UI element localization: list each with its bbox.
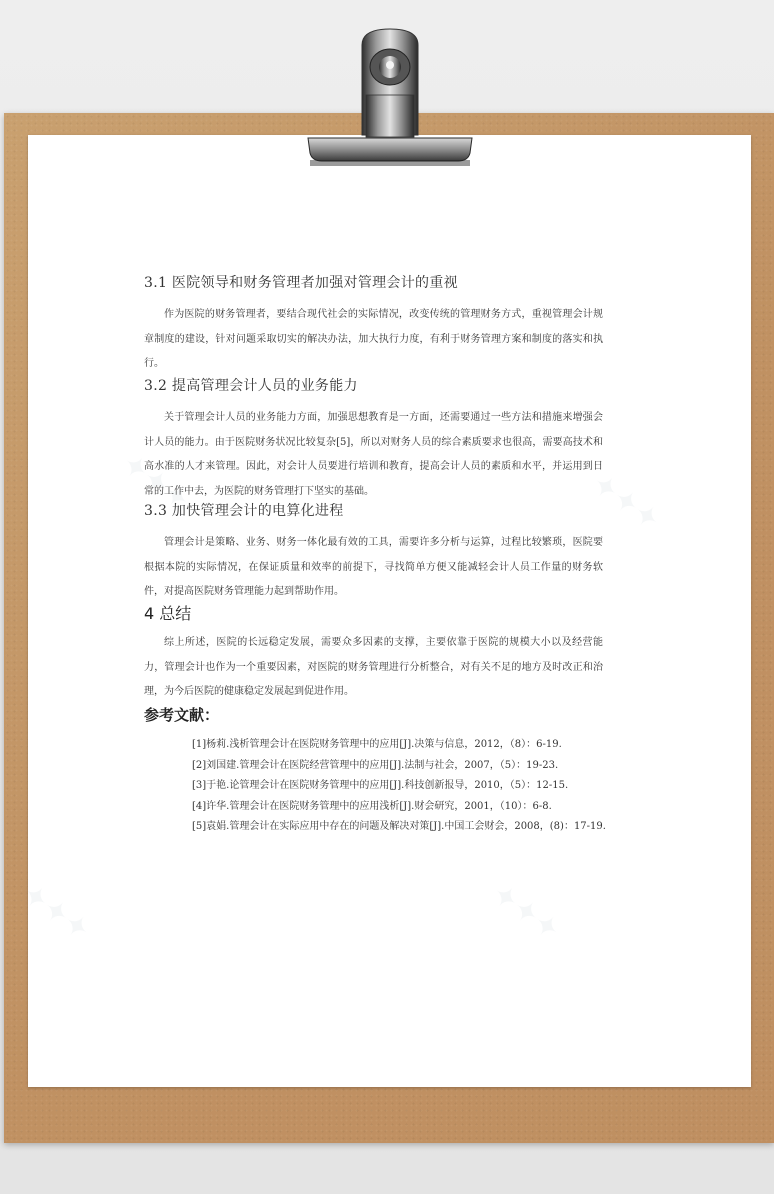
summary-heading: 4 总结 bbox=[144, 604, 192, 623]
reference-item: [1]杨莉.浅析管理会计在医院财务管理中的应用[J].决策与信息，2012，（8）：6-19. bbox=[192, 739, 562, 750]
watermark-right: ✦✦✦ bbox=[584, 466, 667, 539]
summary-body: 综上所述，医院的长远稳定发展，需要众多因素的支撑，主要依靠于医院的规模大小以及经营能力，管理会计也作为一个重要因素，对医院的财务管理进行分析整合，对有关不足的地方及时改正和治理，为今后医院的健康稳定发展起到促进作用。 bbox=[144, 637, 603, 697]
reference-item: [3]于艳.论管理会计在医院财务管理中的应用[J].科技创新报导，2010，（5）：12-15. bbox=[192, 780, 569, 791]
references-heading: 参考文献： bbox=[144, 706, 220, 724]
section-body: 关于管理会计人员的业务能力方面，加强思想教育是一方面，还需要通过一些方法和措施来增强会计人员的能力。由于医院财务状况比较复杂[5]，所以对财务人员的综合素质要求也很高，需要高技术和高水准的人才来管理。因此，对会计人员要进行培训和教育，提高会计人员的素质和水平，并运用到日常的工作中去，为医院的财务管理打下坚实的基础。 bbox=[144, 412, 603, 497]
reference-item: [4]许华.管理会计在医院财务管理中的应用浅析[J].财会研究，2001，（10）：6-8. bbox=[192, 800, 552, 812]
binder-clip-icon bbox=[300, 25, 480, 180]
section-3-2 bbox=[144, 375, 603, 504]
watermark-left: ✦✦✦ bbox=[114, 446, 197, 519]
section-heading: 3.3 加快管理会计的电算化进程 bbox=[144, 503, 344, 519]
section-heading: 3.2 提高管理会计人员的业务能力 bbox=[144, 378, 358, 394]
reference-item: [5]袁娟.管理会计在实际应用中存在的问题及解决对策[J].中国工会财会，2008，(8)：17-19. bbox=[192, 821, 606, 832]
section-heading: 3.1 医院领导和财务管理者加强对管理会计的重视 bbox=[144, 275, 458, 291]
references-list bbox=[172, 735, 606, 838]
section-3-1 bbox=[144, 272, 603, 377]
reference-item: [2]刘国建.管理会计在医院经营管理中的应用[J].法制与社会，2007，（5）：19-23. bbox=[192, 759, 559, 771]
section-3-3 bbox=[144, 500, 603, 605]
watermark-bottom-right: ✦✦✦ bbox=[484, 876, 567, 949]
section-body: 作为医院的财务管理者，要结合现代社会的实际情况，改变传统的管理财务方式，重视管理会计规章制度的建设，针对问题采取切实的解决办法，加大执行力度，有利于财务管理方案和制度的落实和执行。 bbox=[144, 309, 603, 369]
watermark-bottom-left: ✦✦✦ bbox=[14, 876, 97, 949]
summary-section bbox=[144, 601, 603, 705]
section-body: 管理会计是策略、业务、财务一体化最有效的工具，需要许多分析与运算，过程比较繁琐，医院要根据本院的实际情况，在保证质量和效率的前提下，寻找简单方便又能减轻会计人员工作量的财务软件，对提高医院财务管理能力起到帮助作用。 bbox=[144, 537, 603, 597]
references-section bbox=[144, 704, 603, 725]
